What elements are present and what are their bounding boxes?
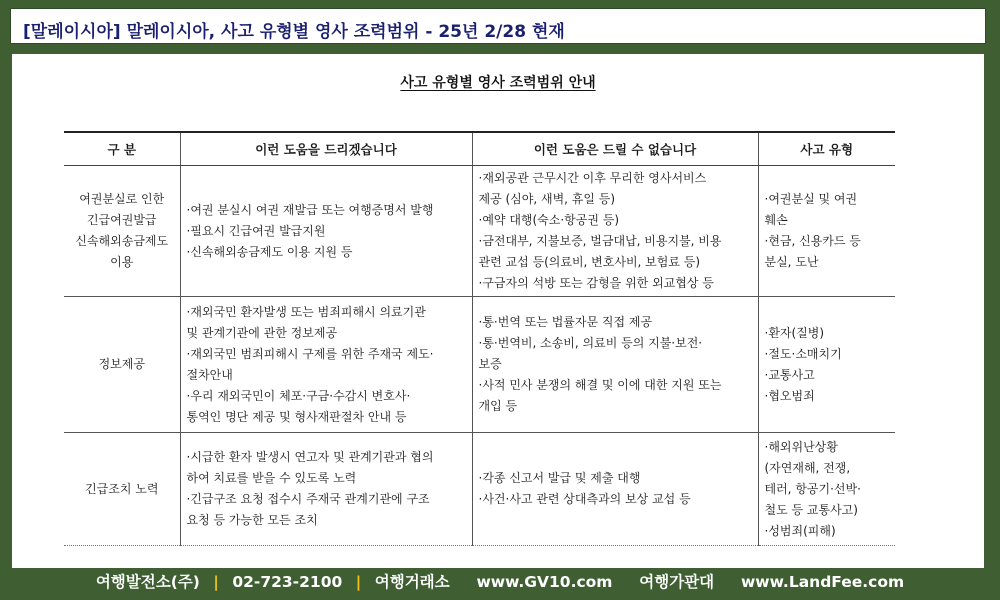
row-category-cell <box>64 166 180 297</box>
header-can-help: 이런 도움을 드리겠습니다 <box>180 132 472 166</box>
can-help-item: 통역인 명단 제공 및 형사재판절차 안내 등 <box>186 409 407 424</box>
cannot-help-item: 개입 등 <box>478 399 518 413</box>
footer-bar <box>0 568 1000 600</box>
footer-separator: | <box>213 573 219 591</box>
cannot-help-item: 관련 교섭 등(의료비, 변호사비, 보험료 등) <box>478 255 701 269</box>
row-category-cell <box>64 433 180 546</box>
incident-type-item: ·성범죄(피해) <box>764 523 836 538</box>
incident-type-item: 철도 등 교통사고) <box>764 502 858 517</box>
cannot-help-item: ·구금자의 석방 또는 감형을 위한 외교협상 등 <box>478 276 714 290</box>
footer-phone[interactable]: 02-723-2100 <box>232 573 343 591</box>
can-help-item: ·재외국민 환자발생 또는 범죄피해시 의료기관 <box>186 304 426 319</box>
incident-type-cell <box>758 166 895 297</box>
cannot-help-item: 제공 (심야, 새벽, 휴일 등) <box>478 192 616 206</box>
cannot-help-item: ·금전대부, 지불보증, 벌금대납, 비용지불, 비용 <box>478 234 722 248</box>
incident-type-item: ·환자(질병) <box>764 325 825 340</box>
footer-exchange-label: 여행거래소 <box>374 573 450 591</box>
title-banner <box>10 8 986 44</box>
category-line: 여권분실로 인한 <box>79 192 165 206</box>
cannot-help-item: ·각종 신고서 발급 및 제출 대행 <box>478 471 641 485</box>
category-line: 긴급조치 노력 <box>85 481 159 496</box>
can-help-item: ·필요시 긴급여권 발급지원 <box>186 223 326 238</box>
document-image <box>12 54 984 568</box>
can-help-item: ·우리 재외국민이 체포·구금·수감시 변호사· <box>186 388 411 403</box>
incident-type-item: ·현금, 신용카드 등 <box>764 234 861 248</box>
incident-type-item: 테러, 항공기·선박· <box>764 481 861 496</box>
incident-type-item: (자연재해, 전쟁, <box>764 460 851 475</box>
cannot-help-cell <box>472 166 758 297</box>
can-help-item: ·시급한 환자 발생시 연고자 및 관계기관과 협의 <box>186 450 434 464</box>
incident-type-item: ·해외위난상황 <box>764 439 838 454</box>
banner-title: [말레이시아] 말레이시아, 사고 유형별 영사 조력범위 - 25년 2/28 현재 <box>23 22 565 42</box>
can-help-cell <box>180 297 472 433</box>
can-help-cell <box>180 433 472 546</box>
incident-type-item: ·절도·소매치기 <box>764 346 842 361</box>
table-header-row <box>64 132 895 166</box>
category-line: 이용 <box>110 255 134 269</box>
table-row <box>64 166 895 297</box>
cannot-help-cell <box>472 297 758 433</box>
header-category: 구 분 <box>64 132 180 166</box>
table-row <box>64 433 895 546</box>
incident-type-item: ·협오범죄 <box>764 388 815 403</box>
header-cannot-help: 이런 도움은 드릴 수 없습니다 <box>472 132 758 166</box>
footer-company: 여행발전소(주) <box>95 573 200 591</box>
incident-type-item: 분실, 도난 <box>764 255 819 269</box>
can-help-item: 절차안내 <box>186 367 233 382</box>
category-line: 정보제공 <box>98 357 145 371</box>
can-help-item: ·긴급구조 요청 접수시 주재국 관계기관에 구조 <box>186 492 430 506</box>
cannot-help-cell <box>472 433 758 546</box>
incident-type-cell <box>758 297 895 433</box>
category-line: 신속해외송금제도 <box>75 234 169 248</box>
incident-type-cell <box>758 433 895 546</box>
footer-exchange-link[interactable]: www.GV10.com <box>476 573 613 591</box>
consular-assistance-table <box>64 131 895 546</box>
header-incident-type: 사고 유형 <box>758 132 895 166</box>
can-help-item: ·여권 분실시 여권 재발급 또는 여행증명서 발행 <box>186 202 434 217</box>
footer-price-label: 여행가판대 <box>639 573 715 591</box>
can-help-item: 및 관계기관에 관한 정보제공 <box>186 325 338 340</box>
cannot-help-item: ·통·번역 또는 법률자문 직접 제공 <box>478 315 653 329</box>
document-title: 사고 유형별 영사 조력범위 안내 <box>400 75 596 91</box>
footer-separator: | <box>355 573 362 591</box>
cannot-help-item: ·통·번역비, 소송비, 의료비 등의 지불·보전· <box>478 336 703 350</box>
cannot-help-item: 보증 <box>478 357 502 371</box>
category-line: 긴급여권발급 <box>86 213 157 227</box>
can-help-item: 요청 등 가능한 모든 조치 <box>186 513 318 527</box>
footer-price-link[interactable]: www.LandFee.com <box>740 573 905 591</box>
can-help-item: ·신속해외송금제도 이용 지원 등 <box>186 244 353 259</box>
can-help-item: 하여 치료를 받을 수 있도록 노력 <box>186 471 357 485</box>
can-help-item: ·재외국민 범죄피해시 구제를 위한 주재국 제도· <box>186 346 434 361</box>
incident-type-item: 훼손 <box>764 213 788 227</box>
incident-type-item: ·교통사고 <box>764 367 815 382</box>
can-help-cell <box>180 166 472 297</box>
table-row <box>64 297 895 433</box>
cannot-help-item: ·사적 민사 분쟁의 해결 및 이에 대한 지원 또는 <box>478 378 722 392</box>
cannot-help-item: ·예약 대행(숙소·항공권 등) <box>478 213 620 227</box>
cannot-help-item: ·사건·사고 관련 상대측과의 보상 교섭 등 <box>478 492 691 506</box>
row-category-cell <box>64 297 180 433</box>
cannot-help-item: ·재외공관 근무시간 이후 무리한 영사서비스 <box>478 171 707 185</box>
incident-type-item: ·여권분실 및 여권 <box>764 192 858 206</box>
